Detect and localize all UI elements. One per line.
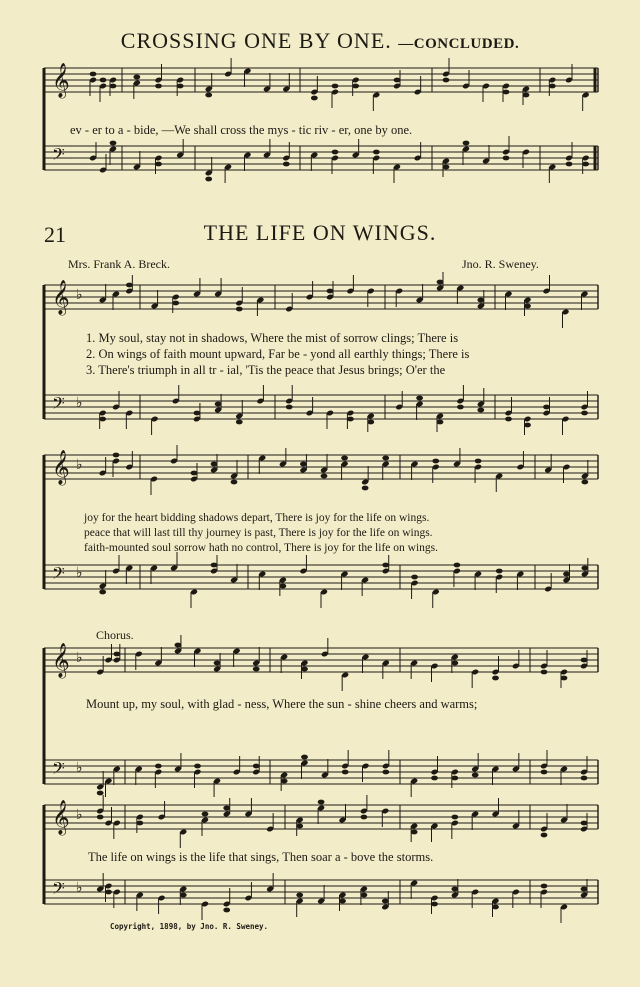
system-1-treble-chord-note [352,84,359,89]
system-1-treble-chord-note [177,84,184,89]
system-1-bass-chord-note [566,162,573,167]
system-4-treble-chord-note [301,667,308,672]
system-4-treble-chord-note [214,661,221,666]
system-3-bass-chord-note [99,590,106,595]
system-5-bass-chord-note [451,887,458,892]
first-system-lyric: ev - er to a - bide, —We shall cross the mys - tic riv - er, one by one. [70,123,413,137]
system-1-bass-chord-note [582,162,589,167]
system-4-treble-chord-note [253,667,260,672]
system-1-treble-chord-note [443,78,450,83]
system-1-treble-chord-note [523,93,530,98]
system-3-treble-flat-icon: ♭ [76,457,83,473]
system-1-treble-chord-note [90,72,97,77]
system-2-bass-chord-note [581,411,588,416]
system-3-bass-chord-note [211,563,218,568]
system-5-bass-chord-note [431,902,438,907]
system-2-bass-chord-note [457,405,464,410]
chorus-line-2: The life on wings is the life that sings, Then soar a - bove the storms. [88,850,434,864]
system-2-treble-chord-note [524,304,531,309]
system-3-bass-chord-note [581,566,588,571]
system-3-treble-chord-note [300,462,307,467]
system-5-bass-chord-note [296,893,303,898]
system-2-treble-chord-note [172,301,179,306]
system-5-treble-chord-note [97,815,104,820]
hymn-continued-title: CROSSING ONE BY ONE. [120,28,392,53]
system-3-treble-chord-note [432,459,439,464]
system-2-bass-flat-icon: ♭ [76,395,83,411]
system-2-bass-chord-note [524,423,531,428]
system-4-bass-chord-note [155,764,162,769]
system-4-treble-chord-note [541,670,548,675]
system-4-bass-chord-note [382,770,389,775]
system-3-treble-chord-note [362,486,369,491]
system-4-bass-chord-note [431,776,438,781]
system-1-treble-chord-note [110,84,117,89]
chorus-label: Chorus. [96,628,134,642]
system-1-bass-chord-note [503,156,510,161]
verse-1-line-a: 1. My soul, stay not in shadows, Where the mist of sorrow clings; There is [86,331,459,345]
system-2-treble-chord-note [126,283,133,288]
system-3-bass-chord-note [496,569,503,574]
system-3-bass-chord-note [382,563,389,568]
system-4-bass-flat-icon: ♭ [76,760,83,776]
system-1-treble-chord-note [394,78,401,83]
system-2-treble-chord-note [236,307,243,312]
system-5-treble-chord-note [136,821,143,826]
system-4-treble-chord-note [451,661,458,666]
system-3-treble-clef-icon: 𝄞 [52,450,70,485]
hymn-number: 21 [44,222,66,247]
system-2-bass-chord-note [367,420,374,425]
system-2-bass-chord-note [347,417,354,422]
system-5-bass-chord-note [492,905,499,910]
system-5-bass-chord-note [361,893,368,898]
system-5-treble-chord-note [296,824,303,829]
system-4-bass-chord-note [253,764,260,769]
system-5-treble-chord-note [223,806,230,811]
system-2-bass-chord-note [215,402,222,407]
system-4-treble-chord-note [581,658,588,663]
system-5-treble-chord-note [451,815,458,820]
system-1-treble-chord-note [549,84,556,89]
system-2-bass-chord-note [194,411,201,416]
system-2-bass-chord-note [437,420,444,425]
system-5-treble-flat-icon: ♭ [76,807,83,823]
system-3-treble-chord-note [475,459,482,464]
system-2-treble-flat-icon: ♭ [76,287,83,303]
system-2-bass-chord-note [543,405,550,410]
system-3-treble-chord-note [581,480,588,485]
system-2-bass-clef-icon: 𝄢 [52,393,65,417]
system-4-treble-clef-icon: 𝄞 [52,643,70,678]
system-5-bass-chord-note [105,890,112,895]
system-5-treble-clef-icon: 𝄞 [52,800,70,835]
system-2-treble-chord-note [327,289,334,294]
verse-2-line-a: 2. On wings of faith mount upward, Far be - yond all earthly things; There is [86,347,470,361]
system-1-treble-chord-note [205,93,212,98]
system-3-bass-chord-note [454,563,461,568]
system-1-bass-clef-icon: 𝄢 [52,144,65,168]
system-2-bass-chord-note [477,408,484,413]
system-1-treble-chord-note [155,84,162,89]
system-5-bass-chord-note [581,887,588,892]
system-3-treble-chord-note [321,474,328,479]
system-5-bass-flat-icon: ♭ [76,880,83,896]
system-1-treble-chord-note [503,90,510,95]
system-1-bass-chord-note [110,141,117,146]
hymn-title: THE LIFE ON WINGS. [203,220,437,245]
system-1-treble-chord-note [311,96,318,101]
system-4-treble-chord-note [561,676,568,681]
system-4-treble-flat-icon: ♭ [76,650,83,666]
hymn-author: Mrs. Frank A. Breck. [68,257,170,271]
system-5-treble-chord-note [541,833,548,838]
system-5-bass-chord-note [180,893,187,898]
system-5-treble-chord-note [581,821,588,826]
system-2-bass-chord-note [99,417,106,422]
verse-3-line-b: faith-mounted soul sorrow hath no control, There is joy for the life on wings. [84,542,438,554]
system-2-bass-chord-note [416,396,423,401]
system-1-bass-chord-note [155,162,162,167]
system-5-treble-chord-note [202,812,209,817]
hymn-continued-subtitle: —CONCLUDED. [398,36,520,52]
system-4-bass-chord-note [342,770,349,775]
system-3-bass-chord-note [279,584,286,589]
system-1-bass-chord-note [205,177,212,182]
system-3-treble-chord-note [113,453,120,458]
system-4-treble-chord-note [492,676,499,681]
system-1-bass-chord-note [463,141,470,146]
copyright-notice: Copyright, 1898, by Jno. R. Sweney. [110,922,269,931]
system-3-treble-chord-note [382,456,389,461]
system-1-treble-clef-icon: 𝄞 [52,63,70,98]
system-2-treble-chord-note [437,280,444,285]
system-4-bass-chord-note [472,773,479,778]
system-4-bass-chord-note [581,776,588,781]
system-5-treble-chord-note [361,815,368,820]
system-3-treble-chord-note [211,462,218,467]
system-4-treble-chord-note [175,643,182,648]
system-4-bass-chord-note [97,791,104,796]
system-3-treble-chord-note [231,480,238,485]
verse-3-line-a: 3. There's triumph in all tr - ial, 'Tis the peace that Jesus brings; O'er the [86,363,446,377]
system-4-bass-chord-note [194,764,201,769]
verse-1-line-b: joy for the heart bidding shadows depart, There is joy for the life on wings. [84,512,430,524]
system-5-bass-chord-note [541,884,548,889]
system-5-treble-chord-note [411,830,418,835]
system-1-bass-chord-note [283,162,290,167]
system-3-treble-chord-note [191,471,198,476]
system-5-bass-chord-note [339,899,346,904]
system-3-bass-chord-note [411,575,418,580]
system-1-bass-chord-note [373,150,380,155]
system-4-bass-chord-note [451,776,458,781]
system-3-bass-flat-icon: ♭ [76,565,83,581]
system-3-bass-clef-icon: 𝄢 [52,563,65,587]
system-2-bass-chord-note [505,417,512,422]
system-5-treble-chord-note [318,800,325,805]
chorus-line-1: Mount up, my soul, with glad - ness, Where the sun - shine cheers and warms; [86,697,478,711]
system-5-bass-chord-note [223,908,230,913]
system-2-treble-chord-note [477,298,484,303]
system-5-bass-chord-note [382,899,389,904]
system-4-bass-clef-icon: 𝄢 [52,758,65,782]
system-2-treble-clef-icon: 𝄞 [52,280,70,315]
system-1-bass-chord-note [332,150,339,155]
system-3-treble-chord-note [341,456,348,461]
system-2-bass-chord-note [236,420,243,425]
system-2-bass-chord-note [286,405,293,410]
system-4-bass-chord-note [281,779,288,784]
hymn-composer: Jno. R. Sweney. [462,257,539,271]
system-3-bass-chord-note [563,572,570,577]
verse-2-line-b: peace that will last till thy journey is past, There is joy for the life on wings. [84,527,433,539]
system-4-bass-chord-note [541,770,548,775]
system-5-bass-clef-icon: 𝄢 [52,878,65,902]
system-1-treble-chord-note [133,75,140,80]
system-4-bass-chord-note [301,755,308,760]
system-4-treble-chord-note [113,652,120,657]
system-1-treble-chord-note [332,84,339,89]
system-1-treble-chord-note [100,78,107,83]
system-1-bass-chord-note [443,165,450,170]
